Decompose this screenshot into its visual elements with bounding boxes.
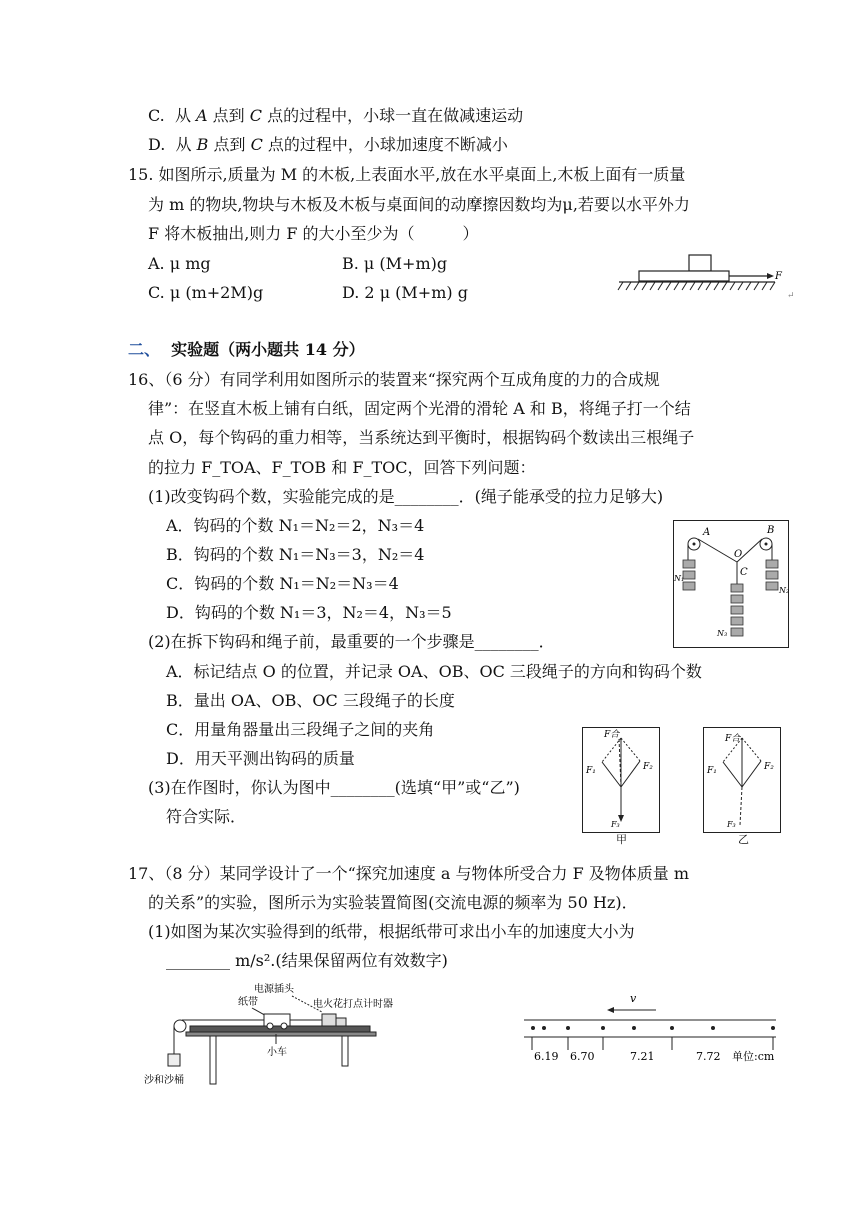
paper-tape-figure bbox=[520, 988, 790, 1080]
q15-line-1: 15. 如图所示,质量为 M 的木板,上表面水平,放在水平桌面上,木板上面有一质量 bbox=[128, 165, 686, 184]
label-sand: 沙和沙桶 bbox=[144, 1075, 184, 1086]
q16-part-2-d: D．用天平测出钩码的质量 bbox=[166, 749, 355, 768]
label-f2: F₂ bbox=[643, 762, 653, 772]
label-yi: 乙 bbox=[738, 834, 749, 846]
q16-line-3: 点 O，每个钩码的重力相等，当系统达到平衡时，根据钩码个数读出三根绳子 bbox=[148, 428, 695, 447]
q16-part-3: (3)在作图时，你认为图中________(选填“甲”或“乙”) bbox=[148, 778, 520, 797]
label-b: B bbox=[767, 525, 775, 536]
q16-part-1-c: C．钩码的个数 N₁＝N₂＝N₃＝4 bbox=[166, 574, 399, 593]
q16-part-2-a: A．标记结点 O 的位置，并记录 OA、OB、OC 三段绳子的方向和钩码个数 bbox=[166, 662, 702, 681]
unit-label: 单位:cm bbox=[732, 1050, 775, 1063]
svg-text:↵: ↵ bbox=[787, 291, 795, 300]
force-label: F bbox=[775, 271, 782, 282]
track bbox=[190, 1026, 370, 1032]
label-cart: 小车 bbox=[267, 1047, 287, 1058]
q16-part-2-c: C．用量角器量出三段绳子之间的夹角 bbox=[166, 720, 435, 739]
label-n3: N₃ bbox=[717, 629, 728, 638]
pulley bbox=[174, 1020, 186, 1032]
timer bbox=[322, 1014, 336, 1026]
q17-line-1: 17、（8 分）某同学设计了一个“探究加速度 a 与物体所受合力 F 及物体质量 m bbox=[128, 864, 690, 883]
segment-4: 7.72 bbox=[696, 1050, 721, 1063]
label-jia: 甲 bbox=[616, 834, 627, 846]
q16-line-4: 的拉力 F_TOA、F_TOB 和 F_TOC，回答下列问题： bbox=[148, 458, 536, 477]
label-f-he: F合 bbox=[604, 730, 620, 740]
board bbox=[639, 271, 729, 281]
q15-option-b: B. μ (M+m)g bbox=[342, 254, 448, 273]
tape-dots bbox=[531, 1026, 775, 1030]
weights-n2 bbox=[766, 560, 778, 590]
segment-3: 7.21 bbox=[630, 1050, 655, 1063]
q16-line-2: 律”：在竖直木板上铺有白纸，固定两个光滑的滑轮 A 和 B，将绳子打一个结 bbox=[148, 399, 691, 418]
section-2-heading: 二、 实验题（两小题共 14 分） bbox=[128, 340, 365, 359]
tick-marks bbox=[532, 1037, 773, 1050]
q16-part-1-b: B．钩码的个数 N₁＝N₃＝3，N₂＝4 bbox=[166, 545, 425, 564]
label-c: C bbox=[740, 567, 748, 578]
sand-bucket bbox=[168, 1054, 180, 1066]
q14-option-c: C. 从 A 点到 C 点的过程中，小球一直在做减速运动 bbox=[148, 106, 524, 125]
q17-part-1-cont: ________ m/s².(结果保留两位有效数字) bbox=[166, 951, 448, 970]
q17-line-2: 的关系”的实验，图所示为实验装置简图(交流电源的频率为 50 Hz)． bbox=[148, 893, 638, 912]
force-diagram-jia bbox=[582, 727, 660, 833]
board-block-figure bbox=[615, 248, 795, 300]
segment-2: 6.70 bbox=[570, 1050, 595, 1063]
label-n2: N₂ bbox=[779, 586, 789, 595]
q15-line-3: F 将木板抽出,则力 F 的大小至少为（ ） bbox=[148, 224, 479, 243]
weights-n1 bbox=[683, 560, 695, 590]
velocity-label: v bbox=[630, 992, 637, 1005]
pulley-apparatus-figure bbox=[673, 520, 789, 648]
label-timer: 电火花打点计时器 bbox=[313, 999, 393, 1010]
q15-option-c: C. μ (m+2M)g bbox=[148, 283, 264, 302]
q16-part-1-d: D．钩码的个数 N₁＝3，N₂＝4，N₃＝5 bbox=[166, 603, 452, 622]
label-f3: F₃ bbox=[611, 820, 620, 829]
label-f2: F₂ bbox=[764, 762, 774, 772]
q16-part-1: (1)改变钩码个数，实验能完成的是________．(绳子能承受的拉力足够大) bbox=[148, 487, 664, 506]
label-a: A bbox=[703, 527, 711, 538]
label-power-plug: 电源插头 bbox=[254, 984, 294, 995]
cart-apparatus-figure bbox=[142, 982, 402, 1090]
force-diagram-yi bbox=[703, 727, 781, 833]
label-o: O bbox=[734, 549, 743, 560]
segment-1: 6.19 bbox=[534, 1050, 559, 1063]
q17-part-1: (1)如图为某次实验得到的纸带，根据纸带可求出小车的加速度大小为 bbox=[148, 922, 635, 941]
label-f1: F₁ bbox=[586, 766, 596, 776]
q15-option-a: A. μ mg bbox=[148, 254, 211, 273]
label-tape: 纸带 bbox=[238, 997, 258, 1008]
q16-part-2-b: B．量出 OA、OB、OC 三段绳子的长度 bbox=[166, 691, 455, 710]
q16-part-1-a: A．钩码的个数 N₁＝N₂＝2，N₃＝4 bbox=[166, 516, 425, 535]
q16-line-1: 16、（6 分）有同学利用如图所示的装置来“探究两个互成角度的力的合成规 bbox=[128, 370, 660, 389]
label-f1: F₁ bbox=[707, 766, 717, 776]
q15-option-d: D. 2 μ (M+m) g bbox=[342, 283, 468, 302]
label-f3: F₃ bbox=[727, 820, 736, 829]
table-hatch bbox=[618, 282, 775, 290]
weights-n3 bbox=[731, 584, 743, 636]
q15-line-2: 为 m 的物块,物块与木板及木板与桌面间的动摩擦因数均为μ,若要以水平外力 bbox=[148, 195, 690, 214]
block bbox=[689, 255, 711, 271]
q16-part-2: (2)在拆下钩码和绳子前，最重要的一个步骤是________． bbox=[148, 632, 555, 651]
q14-option-d: D. 从 B 点到 C 点的过程中，小球加速度不断减小 bbox=[148, 135, 508, 154]
label-f-he: F合 bbox=[725, 734, 741, 744]
q16-part-3-cont: 符合实际． bbox=[166, 807, 247, 826]
label-n1: N₁ bbox=[674, 574, 685, 583]
